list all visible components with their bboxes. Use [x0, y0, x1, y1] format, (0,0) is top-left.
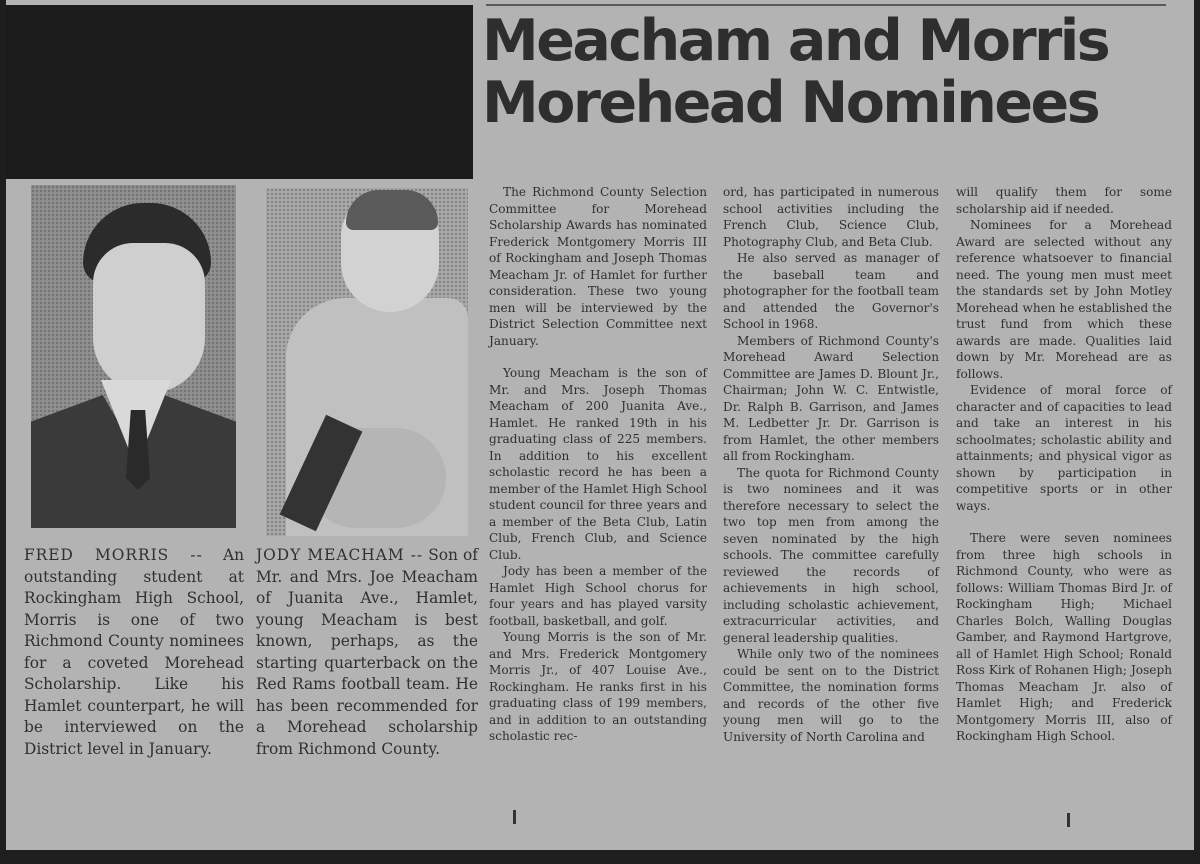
- headline: [482, 10, 1200, 134]
- article-column-1: [489, 184, 707, 745]
- paragraph: Members of Richmond County's Morehead Award Selection Committee are James D. Blount Jr., Chairman; John W. C. Entwistle, Dr. Ralph B. Garrison, and James M. Ledbetter Jr. Dr. Garrison is from Hamlet, the other members all from Rockingham.: [723, 333, 939, 463]
- paragraph: The Richmond County Selection Committee for Morehead Scholarship Awards has nominated Frederick Montgomery Morris III of Rockingham and Joseph Thomas Meacham Jr. of Hamlet for further consideration. These two young men will be interviewed by the District Selection Committee next January.: [489, 185, 707, 348]
- photo-portrait-icon: [31, 185, 236, 528]
- torn-edge: [6, 850, 1194, 864]
- paragraph: Evidence of moral force of character and of capacities to lead and take an interest in his schoolmates; scholastic ability and attainments; and physical vigor as shown by participation in competitive sports or in other ways.: [956, 383, 1172, 513]
- paragraph: Young Morris is the son of Mr. and Mrs. Frederick Montgomery Morris Jr., of 407 Louise Ave., Rockingham. He ranks first in his graduating class of 199 members, and in addition to an outstanding scholastic rec-: [489, 630, 707, 743]
- headline-line-2: Morehead Nominees: [482, 70, 1099, 136]
- caption-text: Son of Mr. and Mrs. Joe Meacham of Juanita Ave., Hamlet, young Meacham is best known, perhaps, as the starting quarterback on the Red Rams football team. He has been recommended for a Morehead scholarship from Richmond County.: [256, 546, 478, 758]
- caption-lead: JODY MEACHAM --: [256, 546, 424, 564]
- fold-mark: [1067, 813, 1070, 827]
- top-rule: [486, 4, 1166, 6]
- face-shape: [93, 243, 205, 393]
- paragraph: ord, has participated in numerous school activities including the French Club, Science Club, Photography Club, and Beta Club.: [723, 185, 939, 249]
- newspaper-clipping: [6, 0, 1194, 853]
- paragraph: While only two of the nominees could be sent on to the District Committee, the nomination forms and records of the other five young men will go to the University of North Carolina and: [723, 647, 939, 744]
- paragraph: Young Meacham is the son of Mr. and Mrs. Joseph Thomas Meacham of 200 Juanita Ave., Hamlet. He ranked 19th in his graduating class of 225 members. In addition to his excellent scholastic record he has been a member of the Hamlet High School student council for three years and a member of the Beta Club, Latin Club, French Club, and Science Club.: [489, 366, 707, 562]
- article-column-3: [956, 184, 1172, 745]
- paragraph: The quota for Richmond County is two nominees and it was therefore necessary to select the two top men from among the seven nominated by the high schools. The committee carefully reviewed the records of achievements in high school, including scholastic achievement, extracurricular activities, and general leadership qualities.: [723, 465, 939, 645]
- paragraph: Jody has been a member of the Hamlet High School chorus for four years and has played varsity football, basketball, and golf.: [489, 564, 707, 628]
- caption-text: An outstanding student at Rockingham High School, Morris is one of two Richmond County nominees for a coveted Morehead Scholarship. Like his Hamlet counterpart, he will be interviewed on the District level in January.: [24, 546, 245, 758]
- black-background-block: [6, 5, 473, 179]
- fold-mark: [513, 810, 516, 824]
- paragraph: will qualify them for some scholarship aid if needed.: [956, 185, 1172, 216]
- caption-lead: FRED MORRIS --: [24, 546, 203, 564]
- caption-meacham: [256, 545, 478, 760]
- headline-line-1: Meacham and Morris: [482, 8, 1109, 74]
- photo-seated-icon: [266, 188, 468, 536]
- paragraph: There were seven nominees from three high schools in Richmond County, who were as follows: William Thomas Bird Jr. of Rockingham High; Michael Charles Bolch, Walling Douglas Gamber, and Raymond Hartgrove, all of Hamlet High School; Ronald Ross Kirk of Rohanen High; Joseph Thomas Meacham Jr. also of Hamlet High; and Frederick Montgomery Morris III, also of Rockingham High School.: [956, 531, 1172, 743]
- paragraph: He also served as manager of the baseball team and photographer for the football team and attended the Governor's School in 1968.: [723, 251, 939, 331]
- paragraph: Nominees for a Morehead Award are selected without any reference whatsoever to financial need. The young men must meet the standards set by John Motley Morehead when he established the trust fund from which these awards are made. Qualities laid down by Mr. Morehead are as follows.: [956, 218, 1172, 381]
- article-column-2: [723, 184, 939, 745]
- caption-morris: [24, 545, 244, 760]
- hair-shape: [346, 190, 438, 230]
